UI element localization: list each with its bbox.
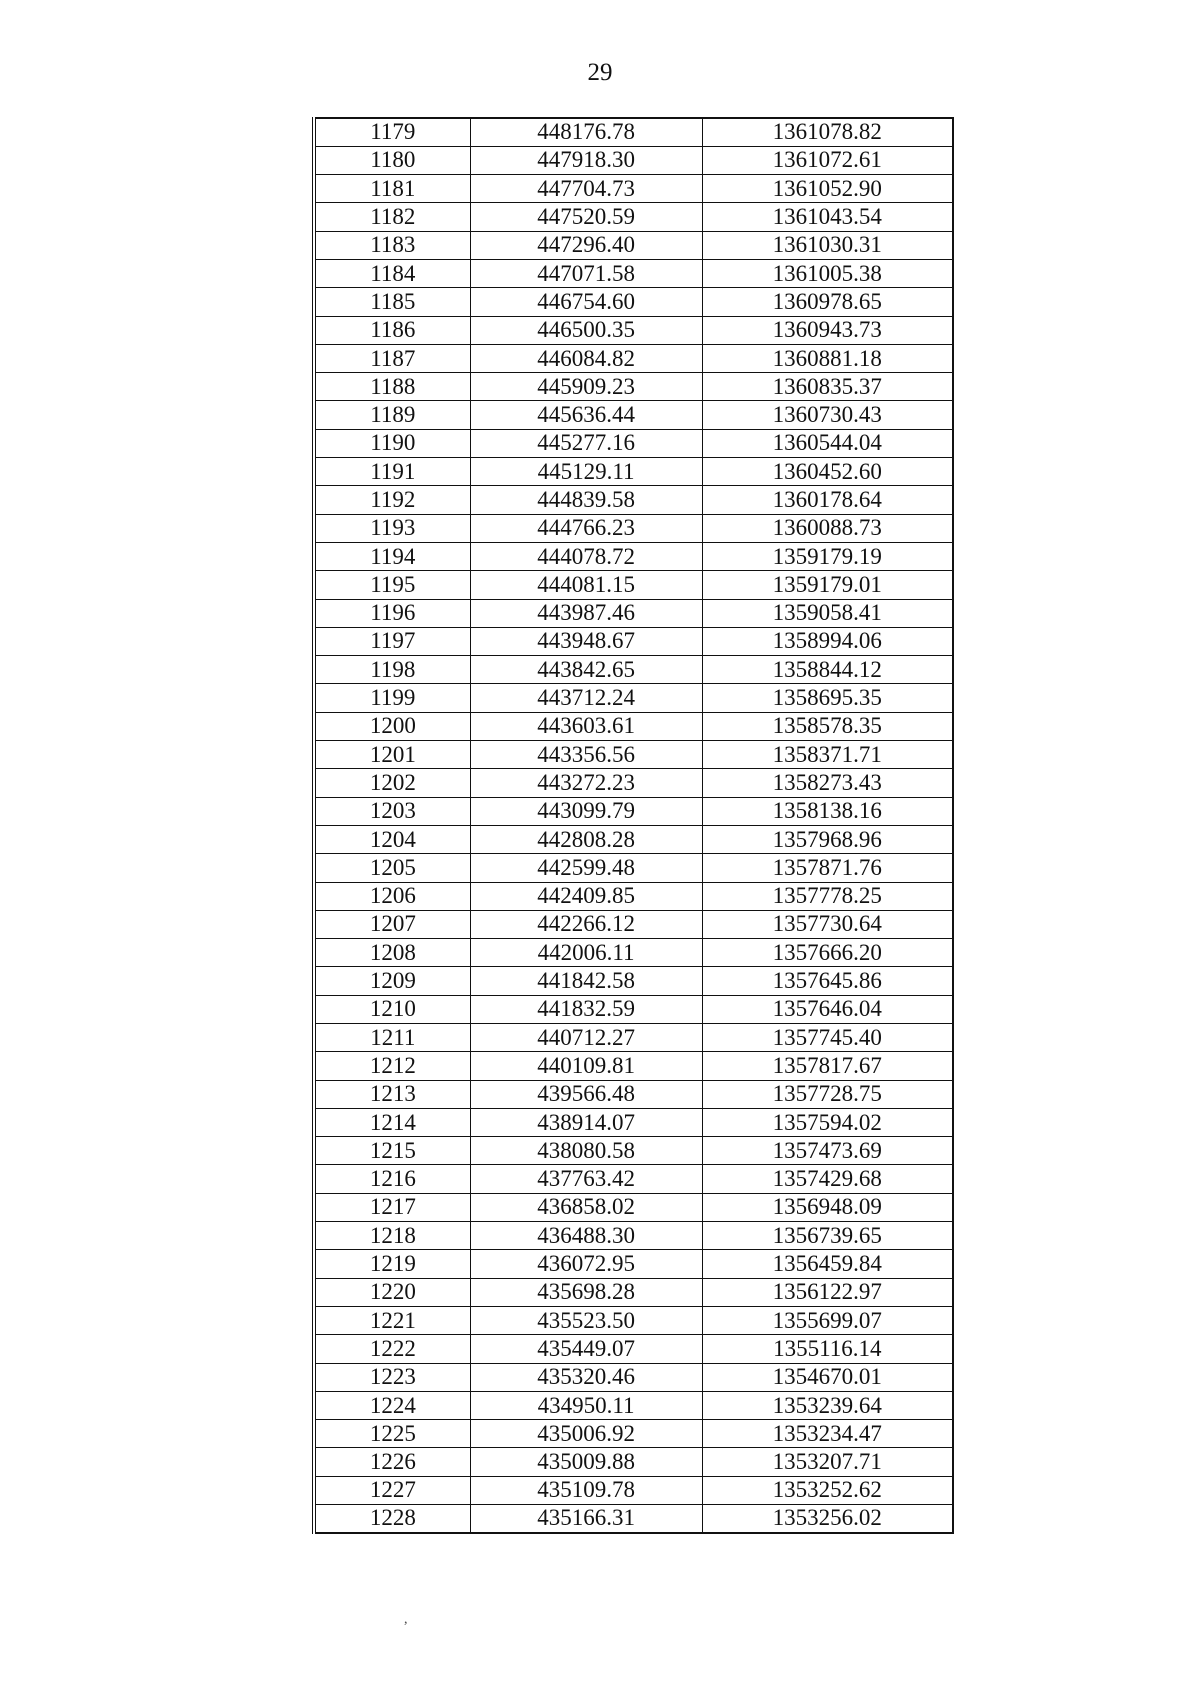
y-coordinate-cell: 1361043.54 bbox=[702, 203, 953, 231]
y-coordinate-cell: 1358695.35 bbox=[702, 684, 953, 712]
y-coordinate-cell: 1361005.38 bbox=[702, 259, 953, 287]
x-coordinate-cell: 436858.02 bbox=[470, 1193, 702, 1221]
table-row bbox=[314, 939, 953, 967]
x-coordinate-cell: 435006.92 bbox=[470, 1420, 702, 1448]
y-coordinate-cell: 1360835.37 bbox=[702, 373, 953, 401]
x-coordinate-cell: 446084.82 bbox=[470, 344, 702, 372]
x-coordinate-cell: 441842.58 bbox=[470, 967, 702, 995]
x-coordinate-cell: 446754.60 bbox=[470, 288, 702, 316]
y-coordinate-cell: 1356739.65 bbox=[702, 1222, 953, 1250]
x-coordinate-cell: 448176.78 bbox=[470, 118, 702, 146]
y-coordinate-cell: 1358844.12 bbox=[702, 656, 953, 684]
x-coordinate-cell: 443948.67 bbox=[470, 627, 702, 655]
table-row bbox=[314, 1108, 953, 1136]
x-coordinate-cell: 435523.50 bbox=[470, 1306, 702, 1334]
point-number-cell: 1180 bbox=[314, 146, 470, 174]
table-row bbox=[314, 1278, 953, 1306]
point-number-cell: 1220 bbox=[314, 1278, 470, 1306]
table-row bbox=[314, 175, 953, 203]
table-row bbox=[314, 599, 953, 627]
y-coordinate-cell: 1359058.41 bbox=[702, 599, 953, 627]
point-number-cell: 1212 bbox=[314, 1052, 470, 1080]
y-coordinate-cell: 1353207.71 bbox=[702, 1448, 953, 1476]
y-coordinate-cell: 1360978.65 bbox=[702, 288, 953, 316]
y-coordinate-cell: 1359179.19 bbox=[702, 542, 953, 570]
x-coordinate-cell: 445636.44 bbox=[470, 401, 702, 429]
table-row bbox=[314, 797, 953, 825]
x-coordinate-cell: 442808.28 bbox=[470, 825, 702, 853]
point-number-cell: 1201 bbox=[314, 741, 470, 769]
coordinate-table bbox=[312, 117, 954, 1534]
x-coordinate-cell: 445129.11 bbox=[470, 458, 702, 486]
y-coordinate-cell: 1360730.43 bbox=[702, 401, 953, 429]
x-coordinate-cell: 442266.12 bbox=[470, 910, 702, 938]
point-number-cell: 1227 bbox=[314, 1476, 470, 1504]
point-number-cell: 1225 bbox=[314, 1420, 470, 1448]
x-coordinate-cell: 440109.81 bbox=[470, 1052, 702, 1080]
point-number-cell: 1219 bbox=[314, 1250, 470, 1278]
x-coordinate-cell: 438914.07 bbox=[470, 1108, 702, 1136]
table-row bbox=[314, 146, 953, 174]
table-row bbox=[314, 373, 953, 401]
x-coordinate-cell: 443603.61 bbox=[470, 712, 702, 740]
x-coordinate-cell: 442409.85 bbox=[470, 882, 702, 910]
y-coordinate-cell: 1358371.71 bbox=[702, 741, 953, 769]
point-number-cell: 1207 bbox=[314, 910, 470, 938]
x-coordinate-cell: 435320.46 bbox=[470, 1363, 702, 1391]
point-number-cell: 1194 bbox=[314, 542, 470, 570]
point-number-cell: 1228 bbox=[314, 1505, 470, 1533]
point-number-cell: 1183 bbox=[314, 231, 470, 259]
table-row bbox=[314, 542, 953, 570]
x-coordinate-cell: 442006.11 bbox=[470, 939, 702, 967]
point-number-cell: 1196 bbox=[314, 599, 470, 627]
table-row bbox=[314, 1505, 953, 1533]
table-row bbox=[314, 1391, 953, 1419]
point-number-cell: 1191 bbox=[314, 458, 470, 486]
x-coordinate-cell: 435449.07 bbox=[470, 1335, 702, 1363]
table-row bbox=[314, 1335, 953, 1363]
x-coordinate-cell: 439566.48 bbox=[470, 1080, 702, 1108]
x-coordinate-cell: 443272.23 bbox=[470, 769, 702, 797]
y-coordinate-cell: 1358138.16 bbox=[702, 797, 953, 825]
table-row bbox=[314, 288, 953, 316]
x-coordinate-cell: 447918.30 bbox=[470, 146, 702, 174]
table-row bbox=[314, 656, 953, 684]
table-row bbox=[314, 1250, 953, 1278]
point-number-cell: 1179 bbox=[314, 118, 470, 146]
table-row bbox=[314, 712, 953, 740]
x-coordinate-cell: 441832.59 bbox=[470, 995, 702, 1023]
y-coordinate-cell: 1355116.14 bbox=[702, 1335, 953, 1363]
point-number-cell: 1190 bbox=[314, 429, 470, 457]
table-row bbox=[314, 967, 953, 995]
y-coordinate-cell: 1358994.06 bbox=[702, 627, 953, 655]
x-coordinate-cell: 444078.72 bbox=[470, 542, 702, 570]
page-number: 29 bbox=[587, 59, 613, 86]
y-coordinate-cell: 1357745.40 bbox=[702, 1024, 953, 1052]
point-number-cell: 1209 bbox=[314, 967, 470, 995]
table-row bbox=[314, 203, 953, 231]
point-number-cell: 1187 bbox=[314, 344, 470, 372]
y-coordinate-cell: 1356122.97 bbox=[702, 1278, 953, 1306]
table-row bbox=[314, 429, 953, 457]
x-coordinate-cell: 435698.28 bbox=[470, 1278, 702, 1306]
x-coordinate-cell: 445909.23 bbox=[470, 373, 702, 401]
y-coordinate-cell: 1361078.82 bbox=[702, 118, 953, 146]
x-coordinate-cell: 447296.40 bbox=[470, 231, 702, 259]
x-coordinate-cell: 435166.31 bbox=[470, 1505, 702, 1533]
y-coordinate-cell: 1357871.76 bbox=[702, 854, 953, 882]
table-row bbox=[314, 231, 953, 259]
point-number-cell: 1210 bbox=[314, 995, 470, 1023]
point-number-cell: 1222 bbox=[314, 1335, 470, 1363]
table-row bbox=[314, 1222, 953, 1250]
table-row bbox=[314, 344, 953, 372]
point-number-cell: 1184 bbox=[314, 259, 470, 287]
x-coordinate-cell: 447520.59 bbox=[470, 203, 702, 231]
y-coordinate-cell: 1358578.35 bbox=[702, 712, 953, 740]
x-coordinate-cell: 443712.24 bbox=[470, 684, 702, 712]
point-number-cell: 1192 bbox=[314, 486, 470, 514]
x-coordinate-cell: 443842.65 bbox=[470, 656, 702, 684]
table-body bbox=[314, 118, 953, 1533]
y-coordinate-cell: 1356459.84 bbox=[702, 1250, 953, 1278]
y-coordinate-cell: 1357473.69 bbox=[702, 1137, 953, 1165]
table-row bbox=[314, 1024, 953, 1052]
x-coordinate-cell: 435109.78 bbox=[470, 1476, 702, 1504]
x-coordinate-cell: 443987.46 bbox=[470, 599, 702, 627]
point-number-cell: 1214 bbox=[314, 1108, 470, 1136]
y-coordinate-cell: 1354670.01 bbox=[702, 1363, 953, 1391]
x-coordinate-cell: 443099.79 bbox=[470, 797, 702, 825]
table-row bbox=[314, 486, 953, 514]
x-coordinate-cell: 444081.15 bbox=[470, 571, 702, 599]
y-coordinate-cell: 1361072.61 bbox=[702, 146, 953, 174]
point-number-cell: 1204 bbox=[314, 825, 470, 853]
point-number-cell: 1198 bbox=[314, 656, 470, 684]
x-coordinate-cell: 436488.30 bbox=[470, 1222, 702, 1250]
y-coordinate-cell: 1360943.73 bbox=[702, 316, 953, 344]
x-coordinate-cell: 437763.42 bbox=[470, 1165, 702, 1193]
table-row bbox=[314, 1420, 953, 1448]
table-row bbox=[314, 1080, 953, 1108]
x-coordinate-cell: 438080.58 bbox=[470, 1137, 702, 1165]
table-row bbox=[314, 1052, 953, 1080]
y-coordinate-cell: 1357646.04 bbox=[702, 995, 953, 1023]
point-number-cell: 1186 bbox=[314, 316, 470, 344]
y-coordinate-cell: 1360452.60 bbox=[702, 458, 953, 486]
point-number-cell: 1181 bbox=[314, 175, 470, 203]
y-coordinate-cell: 1360544.04 bbox=[702, 429, 953, 457]
y-coordinate-cell: 1357968.96 bbox=[702, 825, 953, 853]
y-coordinate-cell: 1357778.25 bbox=[702, 882, 953, 910]
table-row bbox=[314, 118, 953, 146]
table-row bbox=[314, 684, 953, 712]
point-number-cell: 1221 bbox=[314, 1306, 470, 1334]
x-coordinate-cell: 435009.88 bbox=[470, 1448, 702, 1476]
table-row bbox=[314, 571, 953, 599]
point-number-cell: 1205 bbox=[314, 854, 470, 882]
x-coordinate-cell: 446500.35 bbox=[470, 316, 702, 344]
y-coordinate-cell: 1353239.64 bbox=[702, 1391, 953, 1419]
y-coordinate-cell: 1357429.68 bbox=[702, 1165, 953, 1193]
point-number-cell: 1223 bbox=[314, 1363, 470, 1391]
point-number-cell: 1203 bbox=[314, 797, 470, 825]
table-row bbox=[314, 1363, 953, 1391]
y-coordinate-cell: 1358273.43 bbox=[702, 769, 953, 797]
y-coordinate-cell: 1359179.01 bbox=[702, 571, 953, 599]
table-row bbox=[314, 741, 953, 769]
point-number-cell: 1199 bbox=[314, 684, 470, 712]
x-coordinate-cell: 442599.48 bbox=[470, 854, 702, 882]
point-number-cell: 1182 bbox=[314, 203, 470, 231]
y-coordinate-cell: 1360088.73 bbox=[702, 514, 953, 542]
x-coordinate-cell: 436072.95 bbox=[470, 1250, 702, 1278]
point-number-cell: 1224 bbox=[314, 1391, 470, 1419]
table-row bbox=[314, 882, 953, 910]
table-row bbox=[314, 854, 953, 882]
y-coordinate-cell: 1361052.90 bbox=[702, 175, 953, 203]
x-coordinate-cell: 444766.23 bbox=[470, 514, 702, 542]
table-row bbox=[314, 769, 953, 797]
table-row bbox=[314, 825, 953, 853]
y-coordinate-cell: 1361030.31 bbox=[702, 231, 953, 259]
point-number-cell: 1195 bbox=[314, 571, 470, 599]
scan-artifact-mark: , bbox=[404, 1612, 408, 1627]
point-number-cell: 1226 bbox=[314, 1448, 470, 1476]
table-row bbox=[314, 1448, 953, 1476]
x-coordinate-cell: 445277.16 bbox=[470, 429, 702, 457]
point-number-cell: 1189 bbox=[314, 401, 470, 429]
point-number-cell: 1208 bbox=[314, 939, 470, 967]
x-coordinate-cell: 444839.58 bbox=[470, 486, 702, 514]
x-coordinate-cell: 434950.11 bbox=[470, 1391, 702, 1419]
table-row bbox=[314, 259, 953, 287]
point-number-cell: 1213 bbox=[314, 1080, 470, 1108]
point-number-cell: 1211 bbox=[314, 1024, 470, 1052]
table-row bbox=[314, 1137, 953, 1165]
point-number-cell: 1200 bbox=[314, 712, 470, 740]
y-coordinate-cell: 1357728.75 bbox=[702, 1080, 953, 1108]
y-coordinate-cell: 1353252.62 bbox=[702, 1476, 953, 1504]
y-coordinate-cell: 1355699.07 bbox=[702, 1306, 953, 1334]
table-row bbox=[314, 910, 953, 938]
point-number-cell: 1202 bbox=[314, 769, 470, 797]
point-number-cell: 1188 bbox=[314, 373, 470, 401]
point-number-cell: 1185 bbox=[314, 288, 470, 316]
table-row bbox=[314, 1193, 953, 1221]
x-coordinate-cell: 443356.56 bbox=[470, 741, 702, 769]
table-row bbox=[314, 995, 953, 1023]
y-coordinate-cell: 1357730.64 bbox=[702, 910, 953, 938]
y-coordinate-cell: 1357594.02 bbox=[702, 1108, 953, 1136]
point-number-cell: 1206 bbox=[314, 882, 470, 910]
table-row bbox=[314, 627, 953, 655]
point-number-cell: 1216 bbox=[314, 1165, 470, 1193]
point-number-cell: 1218 bbox=[314, 1222, 470, 1250]
point-number-cell: 1217 bbox=[314, 1193, 470, 1221]
point-number-cell: 1193 bbox=[314, 514, 470, 542]
y-coordinate-cell: 1357817.67 bbox=[702, 1052, 953, 1080]
table-row bbox=[314, 458, 953, 486]
y-coordinate-cell: 1360178.64 bbox=[702, 486, 953, 514]
table-row bbox=[314, 1165, 953, 1193]
table-row bbox=[314, 514, 953, 542]
point-number-cell: 1197 bbox=[314, 627, 470, 655]
y-coordinate-cell: 1356948.09 bbox=[702, 1193, 953, 1221]
x-coordinate-cell: 447704.73 bbox=[470, 175, 702, 203]
y-coordinate-cell: 1353234.47 bbox=[702, 1420, 953, 1448]
x-coordinate-cell: 447071.58 bbox=[470, 259, 702, 287]
table-row bbox=[314, 316, 953, 344]
table-row bbox=[314, 401, 953, 429]
table-row bbox=[314, 1306, 953, 1334]
x-coordinate-cell: 440712.27 bbox=[470, 1024, 702, 1052]
y-coordinate-cell: 1360881.18 bbox=[702, 344, 953, 372]
point-number-cell: 1215 bbox=[314, 1137, 470, 1165]
table-row bbox=[314, 1476, 953, 1504]
y-coordinate-cell: 1357645.86 bbox=[702, 967, 953, 995]
y-coordinate-cell: 1353256.02 bbox=[702, 1505, 953, 1533]
y-coordinate-cell: 1357666.20 bbox=[702, 939, 953, 967]
